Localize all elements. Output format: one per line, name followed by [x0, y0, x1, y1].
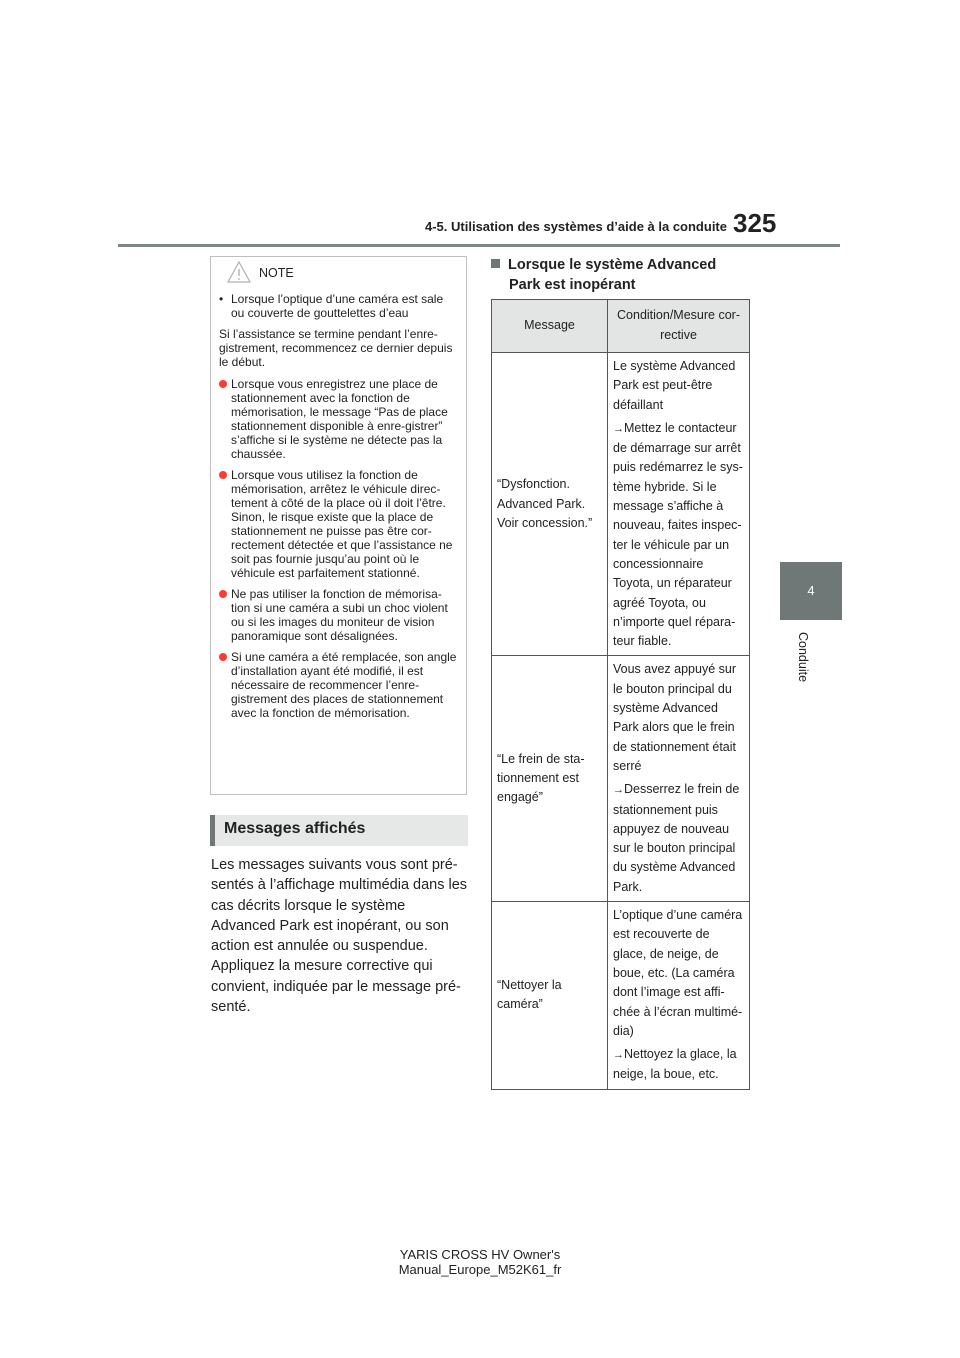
messages-heading: [210, 815, 468, 846]
action-line: [613, 1045, 744, 1085]
red-bullet-icon: [219, 590, 227, 598]
note-bullet: [219, 650, 459, 720]
action-line: [613, 780, 744, 897]
section-title: 4-5. Utilisation des systèmes d’aide à la conduite: [425, 219, 727, 234]
condition-cell: [608, 902, 750, 1090]
note-bullet-text: Si une caméra a été remplacée, son angle d’installation ayant été modifié, il est nécessaire de recommencer l’enre-gistrement des places de stationnement avec la fonction de mémorisation.: [231, 650, 457, 720]
note-bullet-text: Lorsque vous enregistrez une place de stationnement avec la fonction de mémorisation, le message “Pas de place stationnement disponible à enre-gistrer” s’affiche si le système ne détecte pas la chaussée.: [231, 377, 448, 461]
note-dash-item: [219, 292, 459, 320]
heading-accent-bar: [210, 815, 215, 846]
note-bullet: [219, 377, 459, 461]
note-bullet-text: Lorsque vous utilisez la fonction de mémorisation, arrêtez le véhicule direc-tement à côté de la place où il doit l’être. Sinon, le risque existe que la place de stationnement ne puisse pas être cor-rectement détectée et que l’assistance ne soit pas fournie jusqu’au point où le véhicule est parfaitement stationné.: [231, 468, 453, 580]
arrow-icon: →: [613, 784, 624, 797]
table-row: [492, 902, 750, 1090]
condition-text: Le système Advanced Park est peut-être défaillant: [613, 359, 736, 412]
message-cell: “Dysfonction. Advanced Park. Voir concession.”: [492, 353, 608, 656]
note-paragraph: Si l’assistance se termine pendant l’enre-gistrement, recommencez ce dernier depuis le début.: [219, 327, 453, 369]
note-bullet-text: Ne pas utiliser la fonction de mémorisa-tion si une caméra a subi un choc violent ou si les images du moniteur de vision panoramique sont désalignées.: [231, 587, 448, 643]
bullet-marker: •: [219, 292, 224, 306]
column-header-message: Message: [492, 300, 608, 353]
note-dash-text: Lorsque l’optique d’une caméra est sale ou couverte de gouttelettes d’eau: [231, 292, 444, 320]
chapter-tab: 4: [780, 562, 842, 620]
messages-intro: Les messages suivants vous sont pré-sentés à l’affichage multimédia dans les cas décrits lorsque le système Advanced Park est inopérant, ou son action est annulée ou suspendue. Appliquez la mesure corrective qui convient, indiquée par le message pré-senté.: [211, 857, 468, 1016]
inoperative-heading-line1: Lorsque le système Advanced: [508, 257, 717, 273]
note-title: NOTE: [259, 266, 294, 280]
table-row: [492, 353, 750, 656]
table-row: [492, 656, 750, 902]
action-line: [613, 419, 744, 652]
action-text: Mettez le contacteur de démarrage sur arrêt puis redémarrez le sys-tème hybride. Si le message s’affiche à nouveau, faites inspec-ter le véhicule par un concessionnaire Toyota, un réparateur agréé Toyota, ou n’importe quel répara-teur fiable.: [613, 420, 743, 649]
arrow-icon: →: [613, 422, 624, 435]
action-text: Nettoyez la glace, la neige, la boue, etc.: [613, 1047, 737, 1082]
header-divider: [118, 244, 840, 247]
red-bullet-icon: [219, 653, 227, 661]
note-bullet: [219, 587, 459, 643]
condition-cell: [608, 656, 750, 902]
note-bullet: [219, 468, 459, 580]
warning-icon: [226, 260, 252, 284]
condition-cell: [608, 353, 750, 656]
footer-manual-id: YARIS CROSS HV Owner's Manual_Europe_M52K61_fr: [398, 1247, 562, 1277]
inoperative-heading-line2: Park est inopérant: [509, 277, 636, 293]
arrow-icon: →: [613, 1049, 624, 1062]
red-bullet-icon: [219, 380, 227, 388]
chapter-tab-label: Conduite: [796, 632, 810, 683]
column-header-condition: Condition/Mesure cor-rective: [608, 300, 750, 353]
square-bullet-icon: [491, 259, 500, 268]
action-text: Desserrez le frein de stationnement puis appuyez de nouveau sur le bouton principal du système Advanced Park.: [613, 782, 740, 894]
inoperative-heading: [491, 255, 751, 295]
message-cell: “Nettoyer la caméra”: [492, 902, 608, 1090]
messages-table: [491, 299, 750, 1090]
note-box: [210, 256, 467, 795]
note-body: [219, 292, 459, 727]
messages-heading-text: Messages affichés: [224, 820, 366, 837]
red-bullet-icon: [219, 471, 227, 479]
table-header-row: [492, 300, 750, 353]
condition-text: L’optique d’une caméra est recouverte de glace, de neige, de boue, etc. (La caméra dont l’image est affi-chée à l’écran multimé-dia): [613, 908, 743, 1038]
message-cell: “Le frein de sta-tionnement est engagé”: [492, 656, 608, 902]
page-number: 325: [733, 208, 777, 238]
condition-text: Vous avez appuyé sur le bouton principal du système Advanced Park alors que le frein de stationnement était serré: [613, 662, 736, 773]
